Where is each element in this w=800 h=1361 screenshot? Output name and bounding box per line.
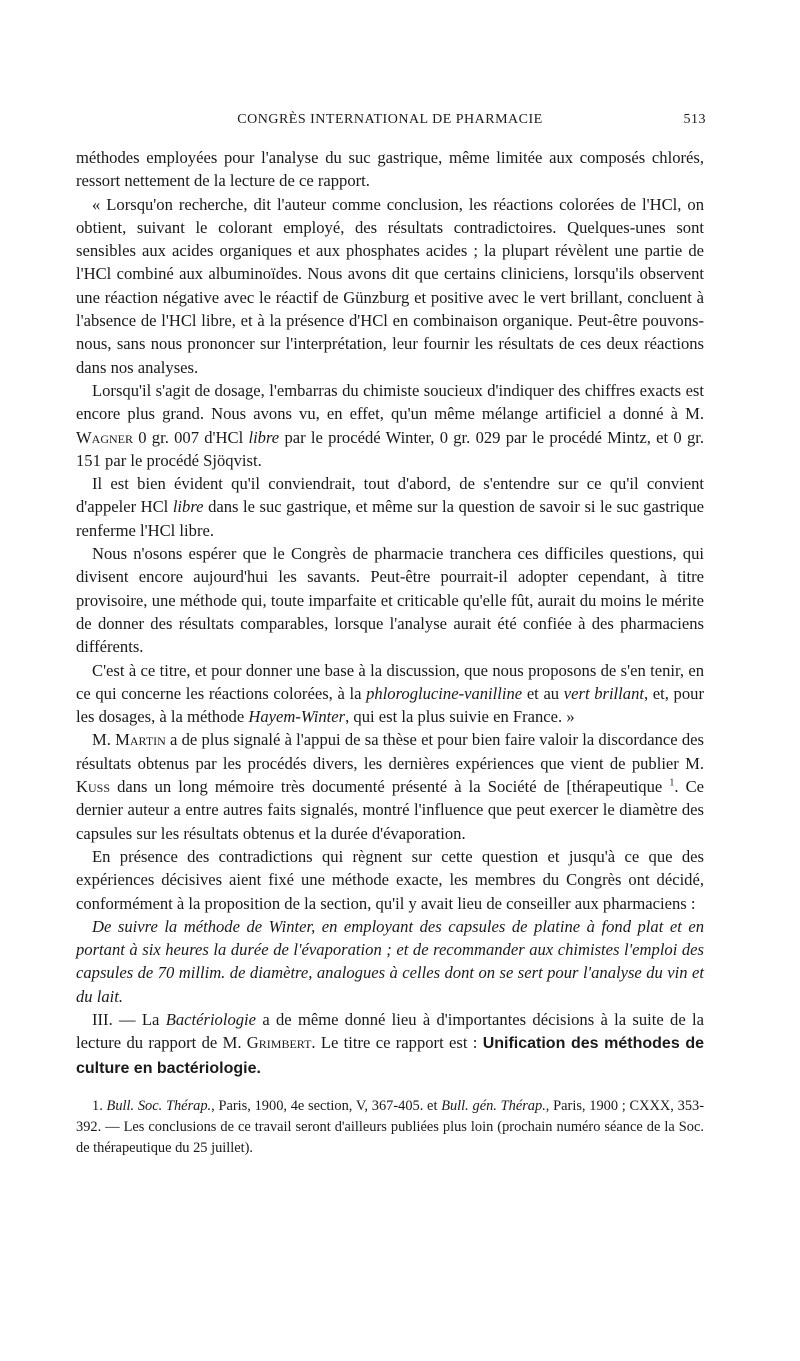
text: Lorsqu'il s'agit de dosage, l'embarras du chimiste soucieux d'indiquer des chiffres exacts est encore plus grand. Nous avons vu, en effet, qu'un même mélange artificiel a donné à M. <box>76 380 704 424</box>
paragraph-3 <box>76 379 704 472</box>
emphasis: phloroglucine-vanilline <box>366 683 523 703</box>
running-header <box>76 112 704 136</box>
footnote-marker[interactable]: 1 <box>669 777 675 789</box>
emphasis: Hayem-Winter <box>248 707 346 727</box>
text: et au <box>522 683 564 703</box>
text: 0 gr. 007 d'HCl <box>133 427 249 447</box>
section-iii-paragraph <box>76 1008 704 1080</box>
text: . Ce dernier auteur a entre autres faits signalés, montré l'influence que peut exercer le diamètre des capsules sur les résultats obtenus et la durée d'évaporation. <box>76 777 704 843</box>
emphasis: vert brillant <box>563 683 644 703</box>
body-text <box>76 146 704 1080</box>
citation: Bull. gén. Thérap. <box>441 1097 546 1114</box>
citation: Bull. Soc. Thérap. <box>106 1097 212 1114</box>
page-number: 513 <box>683 112 706 127</box>
paragraph-2: « Lorsqu'on recherche, dit l'auteur comme conclusion, les réactions colorées de l'HCl, on obtient, suivant le colorant employé, des résultats contradictoires. Quelques-unes sont sensibles aux acides organiques et aux phosphates acides ; la plupart révèlent une partie de l'HCl combiné aux albuminoïdes. Nous avons dit que certains cliniciens, lorsqu'ils observent une réaction négative avec le réactif de Günzburg et positive avec le vert brillant, concluent à l'absence de l'HCl libre, et à la présence d'HCl en combinaison organique. Peut-être pouvons-nous, sans nous prononcer sur l'interprétation, leur fournir les résultats de ces deux réactions dans nos analyses. <box>76 194 704 377</box>
paragraph-1: méthodes employées pour l'analyse du suc gastrique, même limitée aux composés chlorés, ressort nettement de la lecture de ce rapport. <box>76 148 704 191</box>
text: a de plus signalé à l'appui de sa thèse et pour bien faire valoir la discordance des résultats obtenus par les procédés divers, les dernières expériences que vient de publier M. <box>76 730 704 773</box>
author-name: Grimbert <box>246 1033 312 1053</box>
paragraph-8: En présence des contradictions qui règnent sur cette question et jusqu'à ce que des expériences décisives aient fixé une méthode exacte, les membres du Congrès ont décidé, conformément à la proposition de la section, qu'il y avait lieu de conseiller aux pharmaciens : <box>76 846 704 913</box>
emphasis: Bactériologie <box>165 1009 257 1029</box>
paragraph-6 <box>76 659 704 729</box>
text: dans le suc gastrique, et même sur la question de savoir si le suc gastrique renferme l'HCl libre. <box>76 497 704 540</box>
text: III. — La <box>92 1009 166 1029</box>
emphasis: libre <box>248 427 280 447</box>
running-title: CONGRÈS INTERNATIONAL DE PHARMACIE <box>237 112 543 127</box>
text: , qui est la plus suivie en France. » <box>345 707 575 727</box>
emphasis: libre <box>172 497 204 517</box>
report-title: Unification des méthodes de culture en bactériologie. <box>76 1035 705 1077</box>
text: , Paris, 1900, 4e section, V, 367-405. et <box>211 1097 442 1114</box>
paragraph-4 <box>76 472 704 542</box>
text: dans un long mémoire très documenté présenté à la Société de [thérapeutique <box>110 777 670 797</box>
text: M. <box>92 730 116 750</box>
paragraph-5: Nous n'osons espérer que le Congrès de pharmacie tranchera ces difficiles questions, qui divisent encore aujourd'hui les savants. Peut-être pourrait-il adopter cependant, à titre provisoire, une méthode qui, toute imparfaite et criticable qu'elle fût, aurait du moins le mérite de donner des résultats comparables, lorsque l'analyse aurait été confiée à des pharmaciens différents. <box>76 544 704 657</box>
text: a de même donné lieu à d'importantes décisions à la suite de la lecture du rapport de M. <box>76 1009 704 1053</box>
text: C'est à ce titre, et pour donner une base à la discussion, que nous proposons de s'en tenir, en ce qui concerne les réactions colorées, à la <box>76 660 704 703</box>
text: Il est bien évident qu'il conviendrait, tout d'abord, de s'entendre sur ce qu'il convient d'appeler HCl <box>76 474 704 517</box>
footnote-number: 1. <box>92 1097 103 1114</box>
text: . Le titre ce rapport est : <box>311 1033 483 1053</box>
author-name: Wagner <box>76 427 133 447</box>
author-name: Kuss <box>76 777 110 797</box>
footnote <box>76 1096 704 1159</box>
text: , Paris, 1900 ; CXXX, 353-392. — Les conclusions de ce travail seront d'ailleurs publiées plus loin (prochain numéro séance de la Soc. de thérapeutique du 25 juillet). <box>76 1097 704 1156</box>
resolution-text: De suivre la méthode de Winter, en employant des capsules de platine à fond plat et en portant à six heures la durée de l'évaporation ; et de recommander aux chimistes l'emploi des capsules de 70 millim. de diamètre, analogues à celles dont on se sert pour l'analyse du vin et du lait. <box>76 916 704 1006</box>
paragraph-7 <box>76 728 704 844</box>
text: par le procédé Winter, 0 gr. 029 par le procédé Mintz, et 0 gr. 151 par le procédé Sjöqvist. <box>76 427 705 470</box>
author-name: Martin <box>115 730 166 750</box>
document-page <box>76 112 704 1159</box>
text: , et, pour les dosages, à la méthode <box>76 683 704 727</box>
